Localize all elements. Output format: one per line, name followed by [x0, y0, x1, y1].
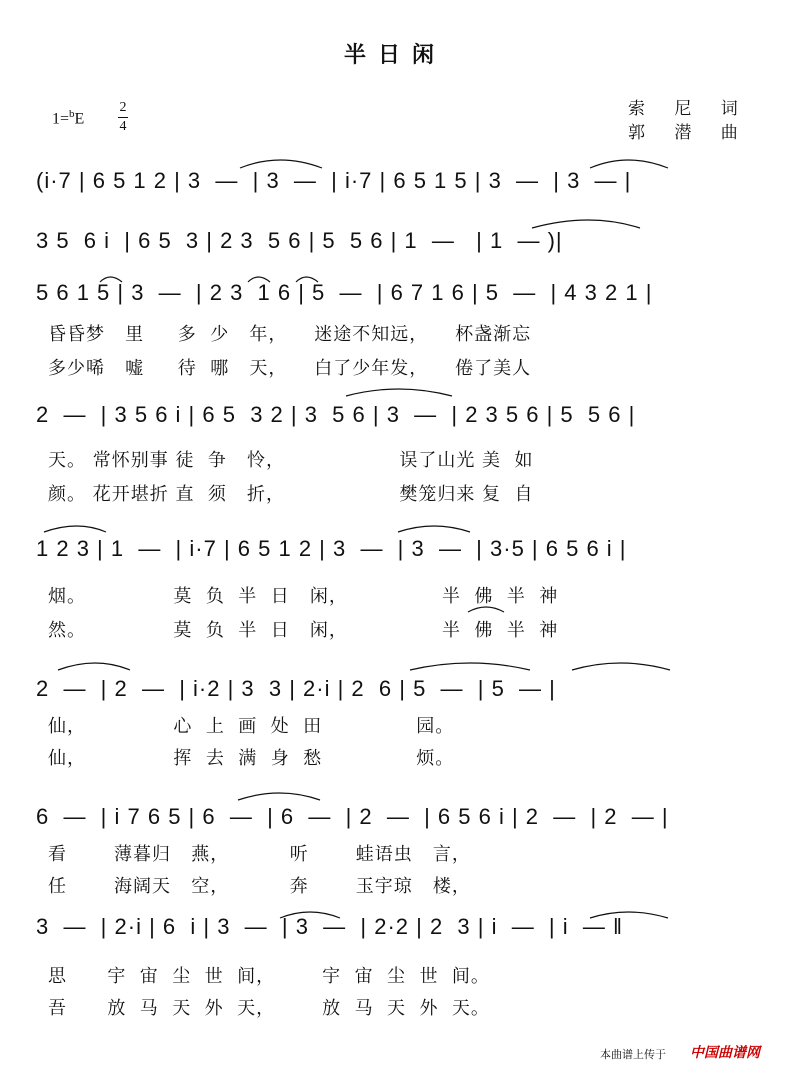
footer-note: 本曲谱上传于 [600, 1048, 666, 1061]
composer-credit: 郭 潜 曲 [628, 123, 750, 143]
page-title: 半日闲 [343, 43, 446, 68]
key-signature: 1=$^b$E [52, 108, 85, 128]
score-line-6: 2 — | 2 — | i·2 | 3 3 | 2·i | 2 6 | 5 — | 5 — | [36, 676, 556, 701]
lyric-line-4a: 天。 常怀别事 徒 争 怜， 误了山光 美 如 [48, 450, 534, 471]
score-line-8: 3 — | 2·i | 6 i | 3 — | 3 — | 2·2 | 2 3 | i — | i — ‖ [36, 914, 624, 939]
lyric-line-3a: 昏昏梦 里 多 少 年， 迷途不知远， 杯盏渐忘 [48, 324, 532, 345]
score-line-1: (i·7 | 6 5 1 2 | 3 — | 3 — | i·7 | 6 5 1 5 | 3 — | 3 — | [36, 168, 632, 193]
lyric-line-5b: 然。 莫 负 半 日 闲， 半 佛 半 神 [48, 620, 559, 641]
site-logo: 中国曲谱网 [690, 1045, 760, 1061]
lyric-line-8b: 吾 放 马 天 外 天， 放 马 天 外 天。 [48, 998, 490, 1019]
score-line-4: 2 — | 3 5 6 i | 6 5 3 2 | 3 5 6 | 3 — | 2 3 5 6 | 5 5 6 | [36, 402, 636, 427]
lyric-line-7b: 任 海阔天 空， 奔 玉宇琼 楼， [48, 876, 471, 897]
lyric-line-3b: 多少唏 嘘 待 哪 天， 白了少年发， 倦了美人 [48, 358, 532, 379]
score-line-5: 1 2 3 | 1 — | i·7 | 6 5 1 2 | 3 — | 3 — | 3·5 | 6 5 6 i | [36, 536, 627, 561]
score-line-7: 6 — | i 7 6 5 | 6 — | 6 — | 2 — | 6 5 6 i | 2 — | 2 — | [36, 804, 669, 829]
lyric-line-7a: 看 薄暮归 燕， 听 蛙语虫 言， [48, 844, 471, 865]
lyricist-credit: 索 尼 词 [628, 99, 750, 119]
lyric-line-5a: 烟。 莫 负 半 日 闲， 半 佛 半 神 [48, 586, 559, 607]
lyric-line-6a: 仙， 心 上 画 处 田 园。 [48, 716, 455, 737]
score-line-2: 3 5 6 i | 6 5 3 | 2 3 5 6 | 5 5 6 | 1 — | 1 — )| [36, 228, 563, 253]
score-line-3: 5 6 1 5 | 3 — | 2 3 1 6 | 5 — | 6 7 1 6 | 5 — | 4 3 2 1 | [36, 280, 653, 305]
lyric-line-6b: 仙， 挥 去 满 身 愁 烦。 [48, 748, 455, 769]
time-signature: 2 4 [119, 100, 127, 134]
lyric-line-4b: 颜。 花开堪折 直 须 折， 樊笼归来 复 自 [48, 484, 534, 505]
lyric-line-8a: 思 宇 宙 尘 世 间， 宇 宙 尘 世 间。 [48, 966, 490, 987]
